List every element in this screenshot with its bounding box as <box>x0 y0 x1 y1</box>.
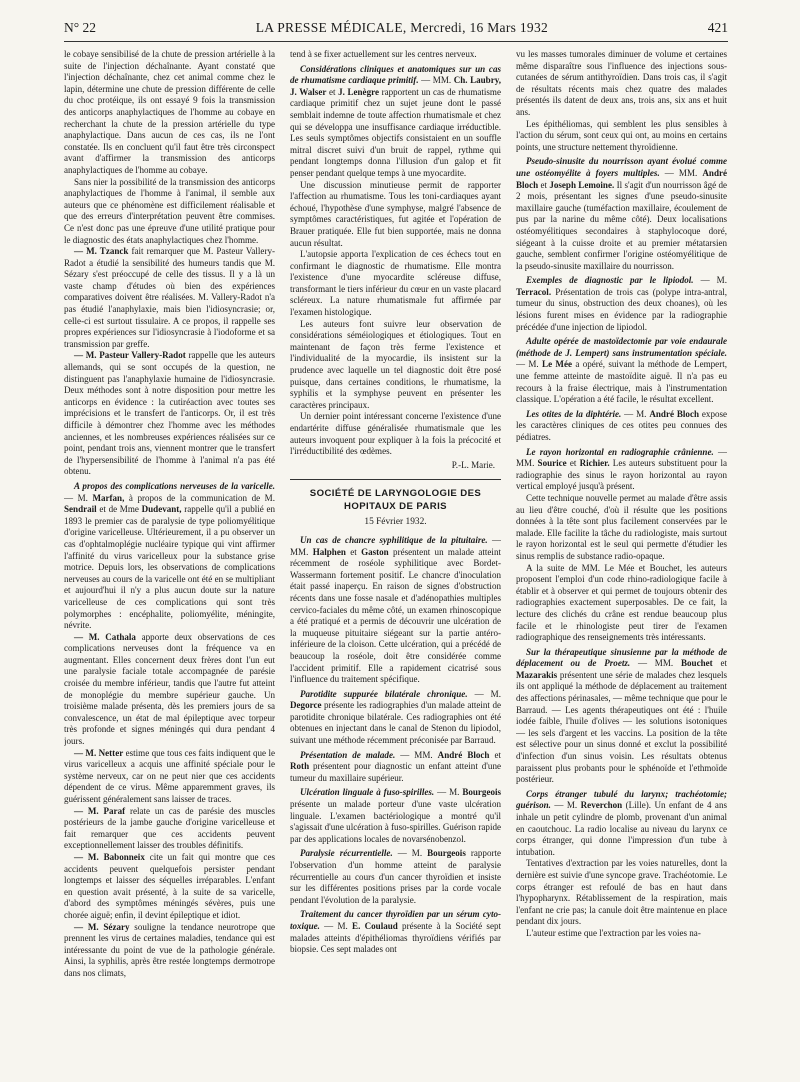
section-paragraph <box>516 275 727 333</box>
text: — M. <box>392 848 428 859</box>
text: — M. <box>319 920 353 931</box>
paragraph <box>64 748 275 806</box>
paragraph-text: cite un fait qui montre que ces accidents peuvent quelquefois persister pendant longtemps et laisser des séquelles irréparables. L'enfant en question avait présenté, à la suite de sa varicelle, d'abord des symptômes méningés sévères, puis une chorée aiguë; enfin, il devint épileptique et idiot. <box>64 851 275 920</box>
text: (Lille). Un enfant de 4 ans inhale un petit cylindre de plomb, provenant d'un animal en caoutchouc. La radio localise au niveau du larynx ce corps étranger, qui donne l'impression d'un tube à intubation. <box>516 800 727 857</box>
text: et <box>712 658 727 669</box>
author-name: Roth <box>290 761 310 772</box>
text: et <box>566 458 580 469</box>
speaker-name: — M. Sézary <box>74 921 130 932</box>
author-name: Gaston <box>361 546 389 557</box>
paragraph: A la suite de MM. Le Mée et Bouchet, les auteurs proposent l'emploi d'un code rhino-radiologique facile à établir et à observer et qui permet de toujours obtenir des radiographies exactement superposables. De ce fait, la lecture des clichés du crâne est rendue beaucoup plus facile et le rhinologiste peut tirer de l'examen radiographique des renseignements très intéressants. <box>516 562 727 643</box>
section-heading: Pseudo-sinusite du nourrisson ayant évolué comme une ostéomyélite à foyers multiples. <box>516 156 727 178</box>
paragraph <box>64 246 275 350</box>
section-paragraph <box>516 409 727 444</box>
author-name: Sourice <box>537 458 567 469</box>
author-name: Terracol. <box>516 286 552 297</box>
text: et de Mme <box>96 504 142 515</box>
text: — MM. <box>630 658 681 669</box>
paragraph: Cette technique nouvelle permet au malade d'être assis au lieu d'être couché, d'où il résulte que les positions données à la tête sont plus facilement conservées par le malade. Elle facilite la tâche du radiologiste, mais surtout le rayon horizontal est le seul qui permette d'étudier les sinus remplis de substance radio-opaque. <box>516 492 727 561</box>
running-header <box>64 20 728 40</box>
issue-number: N° 22 <box>64 20 97 35</box>
author-name: Degorce <box>290 700 322 711</box>
text: et <box>489 749 501 760</box>
section-paragraph <box>290 909 501 955</box>
paragraph <box>64 922 275 980</box>
author-name: Joseph Lemoine. <box>549 179 615 190</box>
text: et <box>326 86 339 97</box>
author-name: Bourgeois <box>427 848 466 859</box>
text: présentent pour diagnostic un enfant atteint d'une tumeur du maxillaire supérieur. <box>290 761 501 783</box>
speaker-name: — M. Paraf <box>74 805 126 816</box>
section-paragraph <box>290 787 501 845</box>
paragraph: Les auteurs font suivre leur observation de considérations séméiologiques et étiologiques. Tout en maintenant de façon très ferme l'existence et l'individualité de la myocardie, ils insistent sur la prudence avec laquelle un tel diagnostic doit être posé puisque, dans certaines conditions, le rhumatisme, la syphilis et la symphyse peuvent en présenter les caractères principaux. <box>290 318 501 410</box>
author-name: Mazarakis <box>516 669 558 680</box>
section-paragraph <box>516 447 727 493</box>
author-name: Richier. <box>579 458 610 469</box>
section-paragraph <box>290 689 501 747</box>
text: expose les caractères cliniques de ces otites peu connues des pédiatres. <box>516 408 727 442</box>
speaker-name: — M. Cathala <box>74 631 136 642</box>
section-heading: Paralysie récurrentielle. <box>300 848 393 859</box>
text: — M. <box>693 275 727 286</box>
author-name: Dudevant, <box>141 504 182 515</box>
text: Les auteurs substituent pour la radiographie des sinus le rayon horizontal au rayon vertical employé jusqu'à présent. <box>516 458 727 492</box>
paragraph: Tentatives d'extraction par les voies naturelles, dont la dernière est suivie d'une syncope grave. Trachéotomie. Le corps étranger est refoulé de bas en haut dans l'hypopharynx. Rétablissement de la respiration, mais l'enfant ne crie pas; la canule doit être maintenue en place pendant dix jours. <box>516 858 727 927</box>
text: Présentation de trois cas (polype intra-antral, tumeur du sinus, obstruction des deux choanes), où les lésions furent mises en évidence par la radiographie précédée d'une injection de lipiodol. <box>516 286 727 332</box>
section-paragraph <box>290 750 501 785</box>
page-number: 421 <box>707 20 728 35</box>
author-name: Reverchon <box>580 800 623 811</box>
section-heading: Un cas de chancre syphilitique de la pituitaire. <box>300 534 488 545</box>
paragraph: L'autopsie apporta l'explication de ces échecs tout en confirmant le diagnostic de rhumatisme. Elle montra l'existence d'une myocardite scléreuse diffuse, transformant le tiers inférieur du cœur en un vaste placard scléreux. La nature rhumatismale fut affirmée par l'examen histologique. <box>290 249 501 318</box>
paragraph <box>64 632 275 748</box>
paragraph: tend à se fixer actuellement sur les centres nerveux. <box>290 49 477 59</box>
text: présentent un malade atteint récemment de roséole syphilitique avec Bordet-Wassermann fortement positif. Le chancre d'inoculation était passé inaperçu. En raison de signes d'obstruction récents dans une fosse nasale et d'adénopathies multiples cervico-faciales du même côté, un examen rhinoscopique a été pratiqué et a permis de découvrir une ulcération de la muqueuse pituitaire siégeant sur la partie antéro-inférieure de la cloison. Cette ulcération, qui a précédé de beaucoup la roséole, doit être considérée comme l'accident primitif. Elle a rapidement cicatrisé sous l'influence du traitement spécifique. <box>290 546 501 685</box>
section-paragraph <box>516 156 727 272</box>
author-name: André Bloch <box>649 408 699 419</box>
text: a opéré, suivant la méthode de Lempert, une femme atteinte de mastoïdite aiguë. Il n'a pas eu recours à la fraise électrique, mais à l'instrumentation classique. L'opération a été facile, le résultat excellent. <box>516 359 727 405</box>
section-heading: Le rayon horizontal en radiographie crânienne. <box>526 446 714 457</box>
speaker-name: — M. Netter <box>74 747 124 758</box>
paragraph-text: souligne la tendance neurotrope que prennent les virus de certaines maladies, tendance qui est intéressante du point de vue de la pathologie générale. Ainsi, la syphilis, après être restée longtemps dermotrope dans nos climats, <box>64 921 275 978</box>
paragraph <box>64 806 275 852</box>
section-paragraph <box>516 647 727 786</box>
author-name: Bourgeois <box>462 787 501 798</box>
section-heading: Corps étranger tubulé du larynx; trachéotomie; guérison. <box>516 788 727 811</box>
journal-title: LA PRESSE MÉDICALE, Mercredi, 16 Mars 1932 <box>255 20 549 35</box>
text: — M. <box>64 492 93 503</box>
paragraph: le cobaye sensibilisé de la chute de pression artérielle à la suite de l'injection déchaînante. Ayant constaté que l'injection déchaînante, chez cet animal comme chez le lapin, détermine une chute de pression différente de celle du choc protéique, ils ont essayé 9 fois la transmission des anticorps anaphylactiques de l'homme au cobaye en recherchant la chute de la pression artérielle du type anaphylactique. Dans aucun de ces cas, ils ne l'ont constatée. Ils en concluent qu'il faut être très circonspect avant d'affirmer la transmission des anticorps anaphylactiques de l'homme au cobaye. <box>64 49 275 175</box>
author-name: Le Mée <box>542 359 572 370</box>
paragraph: Sans nier la possibilité de la transmission des anticorps anaphylactiques de l'homme à l'animal, il semble aux auteurs que ce phénomène est difficilement réalisable et que des erreurs d'interprétation peuvent être commises. Ce n'est donc pas une épreuve d'une utilité pratique pour le diagnostic des états anaphylactiques chez l'homme. <box>64 176 275 245</box>
text: présentent une série de malades chez lesquels ils ont appliqué la méthode de déplacement au traitement des affections périnasales, — même technique que pour le Barraud. — Les agents thérapeutiques ont été : l'huile iodée faible, l'huile d'olives — les solutions isotoniques — les sels d'argent et les vaccins. La position de la tête est sélective pour un sinus donné et exclut la possibilité d'infection d'un sinus voisin. Les résultats obtenus paraissent plus probants pour le sphénoïde et l'ethmoïde postérieur. <box>516 669 727 785</box>
text: rappelle qu'il a publié en 1893 le premier cas de paralysie de type poliomyélitique d'origine varicelleuse. Ultérieurement, il a pu observer un cas d'ophtalmoplégie nucléaire typique qui vint affirmer l'affinité du virus varicelleux pour la substance grise motrice. Depuis lors, les observations de complications nerveuses au cours de la varicelle ont été en se multipliant et aujourd'hui il n'y a plus aucun doute sur la nature varicelleuse de ces complications qui sont très polymorphes : encéphalite, poliomyélite, méningite, névrite. <box>64 504 275 631</box>
text: et <box>538 179 550 190</box>
column-2 <box>290 49 501 1074</box>
text: présente un malade porteur d'une vaste ulcération linguale. L'examen bactériologique a montré qu'il s'agissait d'une ulcération à fuso-spirilles. Guérison rapide par des applications locales de novarsénobenzol. <box>290 799 501 844</box>
section-heading: Sur la thérapeutique sinusienne par la méthode de déplacement ou de Proetz. <box>516 646 727 669</box>
paragraph <box>64 350 275 478</box>
section-paragraph <box>516 789 727 859</box>
section-heading: Exemples de diagnostic par le lipiodol. <box>526 275 694 286</box>
text: — M. <box>434 787 463 798</box>
text: — MM. <box>290 534 501 557</box>
society-name: SOCIÉTÉ DE LARYNGOLOGIE DES HOPITAUX DE PARIS <box>309 488 482 513</box>
paragraph: Les épithéliomas, qui semblent les plus sensibles à l'action du sérum, sont ceux qui ont, au moins en certains points, une structure nettement thyroïdienne. <box>516 118 727 152</box>
text: — MM. <box>659 167 703 178</box>
paragraph: vu les masses tumorales diminuer de volume et certaines même disparaître sous l'influence des injections sous-cutanées de sérum antithyroïdien. Dans trois cas, il s'agit de résultats récents mais chez quatre des malades présentés ils datent de deux ans, trois ans, six ans et huit ans. <box>516 49 727 117</box>
text: — MM. <box>516 446 727 469</box>
section-heading: Présentation de malade. <box>300 749 396 760</box>
paragraph: L'auteur estime que l'extraction par les voies na- <box>526 927 701 938</box>
author-name: Bouchet <box>680 658 713 669</box>
paragraph: Un dernier point intéressant concerne l'existence d'une endartérite diffuse généralisée rhumatismale que les auteurs invoquent pour expliquer à la fois la précocité et l'irréductibilité des œdèmes. <box>290 411 501 457</box>
society-header <box>290 479 501 529</box>
column-3 <box>516 49 727 1074</box>
section-heading: Les otites de la diphtérie. <box>526 408 622 419</box>
text: — M. <box>467 688 501 699</box>
section-heading: Ulcération linguale à fuso-spirilles. <box>300 787 435 798</box>
text: présente à la Société sept malades atteints d'épithéliomas thyroïdiens vérifiés par biopsie. Ces sept malades ont <box>290 920 501 955</box>
text: — MM. <box>395 749 438 760</box>
author-name: J. Lenègre <box>338 86 379 97</box>
text: — M. <box>516 359 543 370</box>
speaker-name: — M. Babonneix <box>74 851 145 862</box>
text: Il s'agit d'un nourrisson âgé de 2 mois, présentant les signes d'une pseudo-sinusite maxillaire gauche (tuméfaction maxillaire, écoulement de pus par la narine du même côté). Deux localisations ostéomyélitiques secondaires à staphylocoque doré, siégeant à la cuisse droite et au premier métatarsien gauche, semblent confirmer l'origine ostéomyélitique de la pseudo-sinusite maxillaire du nourrisson. <box>516 179 727 271</box>
author-name: André Bloch <box>437 749 490 760</box>
author-name: Halphen <box>312 546 346 557</box>
text: et <box>345 546 362 557</box>
text: — M. <box>550 800 581 811</box>
section-heading: Adulte opérée de mastoïdectomie par voie endaurale (méthode de J. Lempert) sans instrumentation spéciale. <box>516 336 727 358</box>
section-heading: A propos des complications nerveuses de la varicelle. <box>74 480 275 491</box>
text: rapporte l'observation d'un homme atteint de paralysie récurrentielle au cours d'un cancer thyroïdien et insiste sur les différentes positions prises par la corde vocale pendant l'évolution de la paralysie. <box>290 848 501 905</box>
section-paragraph <box>290 535 501 686</box>
paragraph-text: estime que tous ces faits indiquent que le virus varicelleux a acquis une affinité spéciale pour le système nerveux, car on ne peut nier que ces accidents dépendent de ce virus. Même apparemment graves, ils guérissent généralement sans laisser de traces. <box>64 747 275 804</box>
section-heading: Considérations cliniques et anatomiques sur un cas de rhumatisme cardiaque primitif. <box>290 63 501 86</box>
author-name: André Bloch <box>516 167 727 190</box>
text: — M. <box>621 408 650 419</box>
text: rapportent un cas de rhumatisme cardiaque primitif chez un sujet jeune dont le passé semblait indemne de toute affection rhumatismale et chez qui se développa une insuffisance cardiaque irréductible. Les seuls symptômes objectifs consistaient en un souffle mitral discret suivi d'un bruit de rappel, rythme qui pendant longtemps donna l'illusion d'un galop et fit penser pendant quelque temps à une myocardite. <box>290 86 501 178</box>
author-name: Sendrail <box>64 504 97 515</box>
text: à propos de la communication de M. <box>124 492 275 503</box>
session-date: 15 Février 1932. <box>364 517 427 528</box>
paragraph-text: fait remarquer que M. Pasteur Vallery-Radot a étudié la sensibilité des humeurs tandis que M. Sézary s'est préoccupé de celle des tissus. Il y a là un vaste champ d'études où bien des expériences comparatives doivent être réalisées. M. Vallery-Radot n'a pas étudié l'anaphylaxie, mais bien l'idiosyncrasie; or, celle-ci est surtout tissulaire. A ce propos, il rappelle ses propres expériences sur l'idiosyncrasie à l'iodoforme et sa transmission par greffe. <box>64 246 275 349</box>
section-heading: Parotidite suppurée bilatérale chronique. <box>300 688 468 699</box>
header-rule <box>64 41 728 42</box>
paragraph-text: rappelle que les auteurs allemands, qui se sont occupés de la question, ne distinguent pas l'anaphylaxie humaine de l'idiosyncrasie. Deux méthodes sont à notre disposition pour mettre les anticorps en évidence : la cutiréaction avec toutes ses imprécisions et le transfert de l'anticorps. Or, il est très difficile à démontrer chez l'homme avec les méthodes anciennes, et les nombreuses expériences réalisées sur ce point, pendant trois ans, viennent montrer que le transfert de l'hypersensibilité de l'homme à l'animal n'a pas été obtenu. <box>64 350 275 477</box>
paragraph-text: relate un cas de parésie des muscles postérieurs de la jambe gauche d'origine varicelleuse et fait remarquer que ces accidents peuvent exceptionnellement laisser des troubles définitifs. <box>64 805 275 851</box>
text: — MM. <box>418 75 454 86</box>
author-name: E. Coulaud <box>352 920 398 931</box>
section-paragraph <box>64 481 275 632</box>
speaker-name: — M. Tzanck <box>74 246 129 257</box>
author-name: Marfan, <box>92 492 125 503</box>
paragraph <box>64 852 275 922</box>
column-1 <box>64 49 275 1074</box>
speaker-name: — M. Pasteur Vallery-Radot <box>74 350 186 361</box>
text: présente les radiographies d'un malade atteint de parotidite chronique bilatérale. Ces radiographies ont été obtenues en injectant dans le canal de Stenon du lipiodol, suivant une méthode récemment préconisée par Barraud. <box>290 700 501 746</box>
signature: P.-L. Marie. <box>451 459 495 470</box>
section-paragraph <box>516 336 727 406</box>
paragraph: Une discussion minutieuse permit de rapporter l'affection au rhumatisme. Tous les toni-cardiaques ayant échoué, l'hypothèse d'une symphyse, malgré l'absence de symptômes caractéristiques, fut agitée et l'opération de Brauer pratiquée. Elle fut bien supportée, mais ne donna aucun résultat. <box>290 179 501 248</box>
paragraph-text: apporte deux observations de ces complications nerveuses dont la fréquence va en augmentant. Elles concernent deux frères dont l'un eut une paralysie faciale totale accompagnée de parésie croisée du membre inférieur, tandis que l'autre fut atteint de monoplégie du membre supérieur gauche. Un troisième malade présenta, dès les premiers jours de sa convalescence, un état de mal épileptique avec torpeur très profonde et signes méningés qui dura pendant 4 jours. <box>64 631 275 747</box>
section-paragraph <box>290 848 501 906</box>
author-name: Ch. Laubry, J. Walser <box>290 75 501 97</box>
section-heading: Traitement du cancer thyroïdien par un sérum cyto-toxique. <box>290 909 501 931</box>
section-paragraph <box>290 64 501 180</box>
